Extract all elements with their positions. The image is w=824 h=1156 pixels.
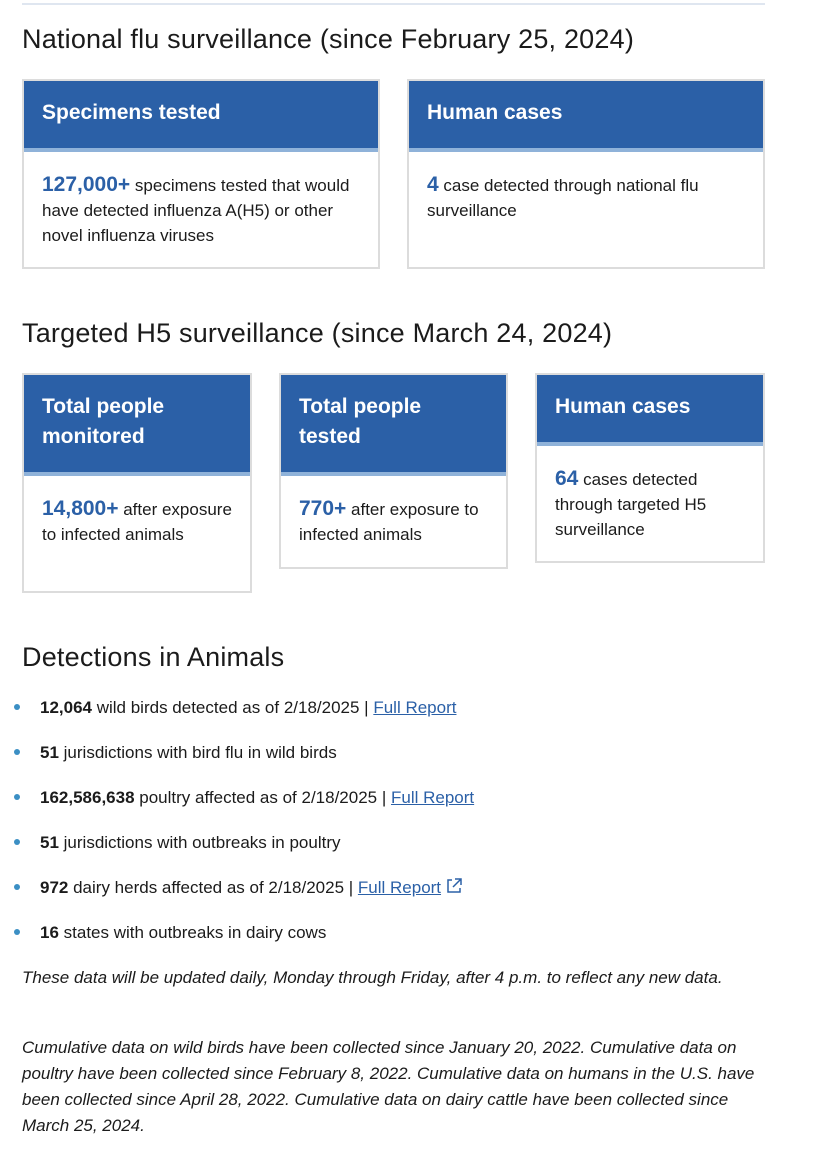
dairy-full-report-link[interactable]: Full Report <box>357 878 442 897</box>
bullet <box>14 794 20 800</box>
stat-text: case detected through national flu surveillance <box>427 176 699 220</box>
card-body <box>24 152 378 248</box>
detection-count: 162,586,638 <box>40 788 135 807</box>
stat-text: specimens tested that would have detected influenza A(H5) or other novel influenza viruses <box>42 176 350 245</box>
card-body <box>24 476 250 547</box>
stat-number: 127,000+ <box>42 173 131 196</box>
bullet <box>14 704 20 710</box>
card-body <box>537 446 763 542</box>
card-body <box>281 476 506 547</box>
bullet <box>14 749 20 755</box>
bullet <box>14 929 20 935</box>
card-header: Human cases <box>537 375 763 446</box>
detection-count: 51 <box>40 833 59 852</box>
detection-text: poultry affected as of 2/18/2025 | <box>134 788 391 807</box>
detection-text: jurisdictions with bird flu in wild birds <box>58 743 337 762</box>
wild-birds-full-report-link[interactable]: Full Report <box>373 698 457 717</box>
stat-number: 64 <box>555 467 579 490</box>
list-item <box>14 870 774 915</box>
list-item <box>14 825 774 870</box>
detection-count: 51 <box>40 743 59 762</box>
list-item <box>14 780 774 825</box>
card-header: Specimens tested <box>24 81 378 152</box>
targeted-human-cases-card <box>535 373 765 563</box>
card-header: Human cases <box>409 81 763 152</box>
stat-number: 14,800+ <box>42 497 119 520</box>
detection-text: states with outbreaks in dairy cows <box>58 923 327 942</box>
animal-detections-list <box>14 690 774 960</box>
people-monitored-card <box>22 373 252 593</box>
targeted-section-title: Targeted H5 surveillance (since March 24, 2024) <box>22 318 613 348</box>
bullet <box>14 839 20 845</box>
specimens-tested-card <box>22 79 380 269</box>
external-link-icon[interactable] <box>445 872 463 908</box>
people-tested-card <box>279 373 508 569</box>
stat-text: cases detected through targeted H5 surveillance <box>555 470 707 539</box>
card-header: Total people monitored <box>24 375 250 476</box>
cumulative-note: Cumulative data on wild birds have been collected since January 20, 2022. Cumulative data on poultry have been collected since February 8, 2022. Cumulative data on humans in the U.S. have been collected since April 28, 2022. Cumulative data on dairy cattle have been collected since March 25, 2024. <box>22 1038 755 1135</box>
detection-count: 972 <box>40 878 69 897</box>
stat-text: after exposure to infected animals <box>42 500 232 544</box>
detection-text: jurisdictions with outbreaks in poultry <box>58 833 341 852</box>
poultry-full-report-link[interactable]: Full Report <box>391 788 475 807</box>
list-item <box>14 735 774 780</box>
top-divider <box>22 0 765 5</box>
national-section-title: National flu surveillance (since February 25, 2024) <box>22 24 635 54</box>
card-header: Total people tested <box>281 375 506 476</box>
stat-text: after exposure to infected animals <box>299 500 479 544</box>
update-note: These data will be updated daily, Monday through Friday, after 4 p.m. to reflect any new data. <box>22 968 723 987</box>
detection-text: wild birds detected as of 2/18/2025 | <box>92 698 374 717</box>
list-item <box>14 690 774 735</box>
bullet <box>14 884 20 890</box>
national-human-cases-card <box>407 79 765 269</box>
detection-count: 12,064 <box>40 698 92 717</box>
card-body <box>409 152 763 223</box>
detection-text: dairy herds affected as of 2/18/2025 | <box>68 878 358 897</box>
stat-number: 4 <box>427 173 439 196</box>
stat-number: 770+ <box>299 497 347 520</box>
detection-count: 16 <box>40 923 59 942</box>
animals-section-title: Detections in Animals <box>22 642 285 672</box>
list-item <box>14 915 774 960</box>
